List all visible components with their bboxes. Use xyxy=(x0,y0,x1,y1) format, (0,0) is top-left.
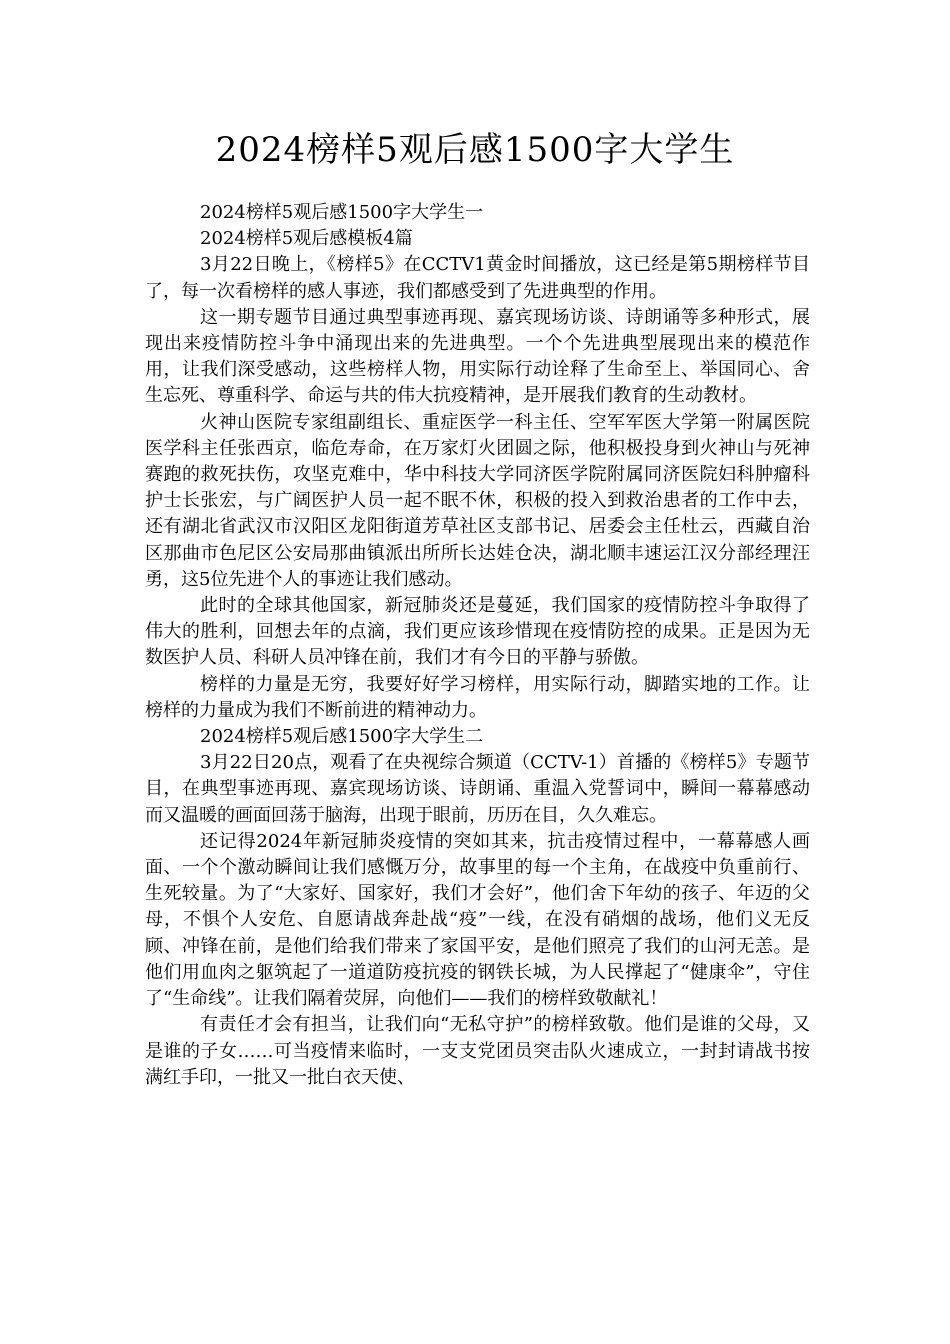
body-paragraph: 此时的全球其他国家，新冠肺炎还是蔓延，我们国家的疫情防控斗争取得了伟大的胜利，回想去年的点滴，我们更应该珍惜现在疫情防控的成果。正是因为无数医护人员、科研人员冲锋在前，我们才有今日的平静与骄傲。 xyxy=(145,595,810,669)
body-paragraph: 有责任才会有担当，让我们向“无私守护”的榜样致敬。他们是谁的父母，又是谁的子女……可当疫情来临时，一支支党团员突击队火速成立，一封封请战书按满红手印，一批又一批白衣天使、 xyxy=(145,1014,810,1088)
body-paragraph: 火神山医院专家组副组长、重症医学一科主任、空军军医大学第一附属医院医学科主任张西京，临危寿命，在万家灯火团圆之际，他积极投身到火神山与死神赛跑的救死扶伤，攻坚克难中，华中科技大学同济医学院附属同济医院妇科肿瘤科护士长张宏，与广阔医护人员一起不眠不休，积极的投入到救治患者的工作中去，还有湖北省武汉市汉阳区龙阳街道芳草社区支部书记、居委会主任杜云，西藏自治区那曲市色尼区公安局那曲镇派出所所长达娃仓决，湖北顺丰速运江汉分部经理汪勇，这5位先进个人的事迹让我们感动。 xyxy=(145,411,810,590)
body-paragraph: 还记得2024年新冠肺炎疫情的突如其来，抗击疫情过程中，一幕幕感人画面、一个个激动瞬间让我们感慨万分，故事里的每一个主角，在战疫中负重前行、生死较量。为了“大家好、国家好，我们才会好”，他们舍下年幼的孩子、年迈的父母，不惧个人安危、自愿请战奔赴战“疫”一线，在没有硝烟的战场，他们义无反顾、冲锋在前，是他们给我们带来了家国平安，是他们照亮了我们的山河无恙。是他们用血肉之躯筑起了一道道防疫抗疫的钢铁长城，为人民撑起了“健康伞”，守住了“生命线”。让我们隔着荧屏，向他们——我们的榜样致敬献礼！ xyxy=(145,830,810,1010)
body-paragraph: 这一期专题节目通过典型事迹再现、嘉宾现场访谈、诗朗诵等多种形式，展现出来疫情防控斗争中涌现出来的先进典型。一个个先进典型展现出来的模范作用，让我们深受感动，这些榜样人物，用实际行动诠释了生命至上、举国同心、舍生忘死、尊重科学、命运与共的伟大抗疫精神，是开展我们教育的生动教材。 xyxy=(145,306,810,407)
document-body xyxy=(145,200,810,1091)
body-paragraph: 3月22日20点，观看了在央视综合频道（CCTV-1）首播的《榜样5》专题节目，在典型事迹再现、嘉宾现场访谈、诗朗诵、重温入党誓词中，瞬间一幕幕感动而又温暖的画面回荡于脑海，出现于眼前，历历在目，久久难忘。 xyxy=(145,752,810,826)
body-paragraph: 3月22日晚上，《榜样5》在CCTV1黄金时间播放，这已经是第5期榜样节目了，每一次看榜样的感人事迹，我们都感受到了先进典型的作用。 xyxy=(145,254,810,302)
subtitle-paragraph: 2024榜样5观后感1500字大学生一 xyxy=(200,202,484,223)
section-heading: 2024榜样5观后感1500字大学生二 xyxy=(200,726,484,748)
body-paragraph: 榜样的力量是无穷，我要好好学习榜样，用实际行动，脚踏实地的工作。让榜样的力量成为我们不断前进的精神动力。 xyxy=(145,673,810,721)
subtitle-paragraph: 2024榜样5观后感模板4篇 xyxy=(200,228,413,250)
document-title: 2024榜样5观后感1500字大学生 xyxy=(215,130,735,170)
